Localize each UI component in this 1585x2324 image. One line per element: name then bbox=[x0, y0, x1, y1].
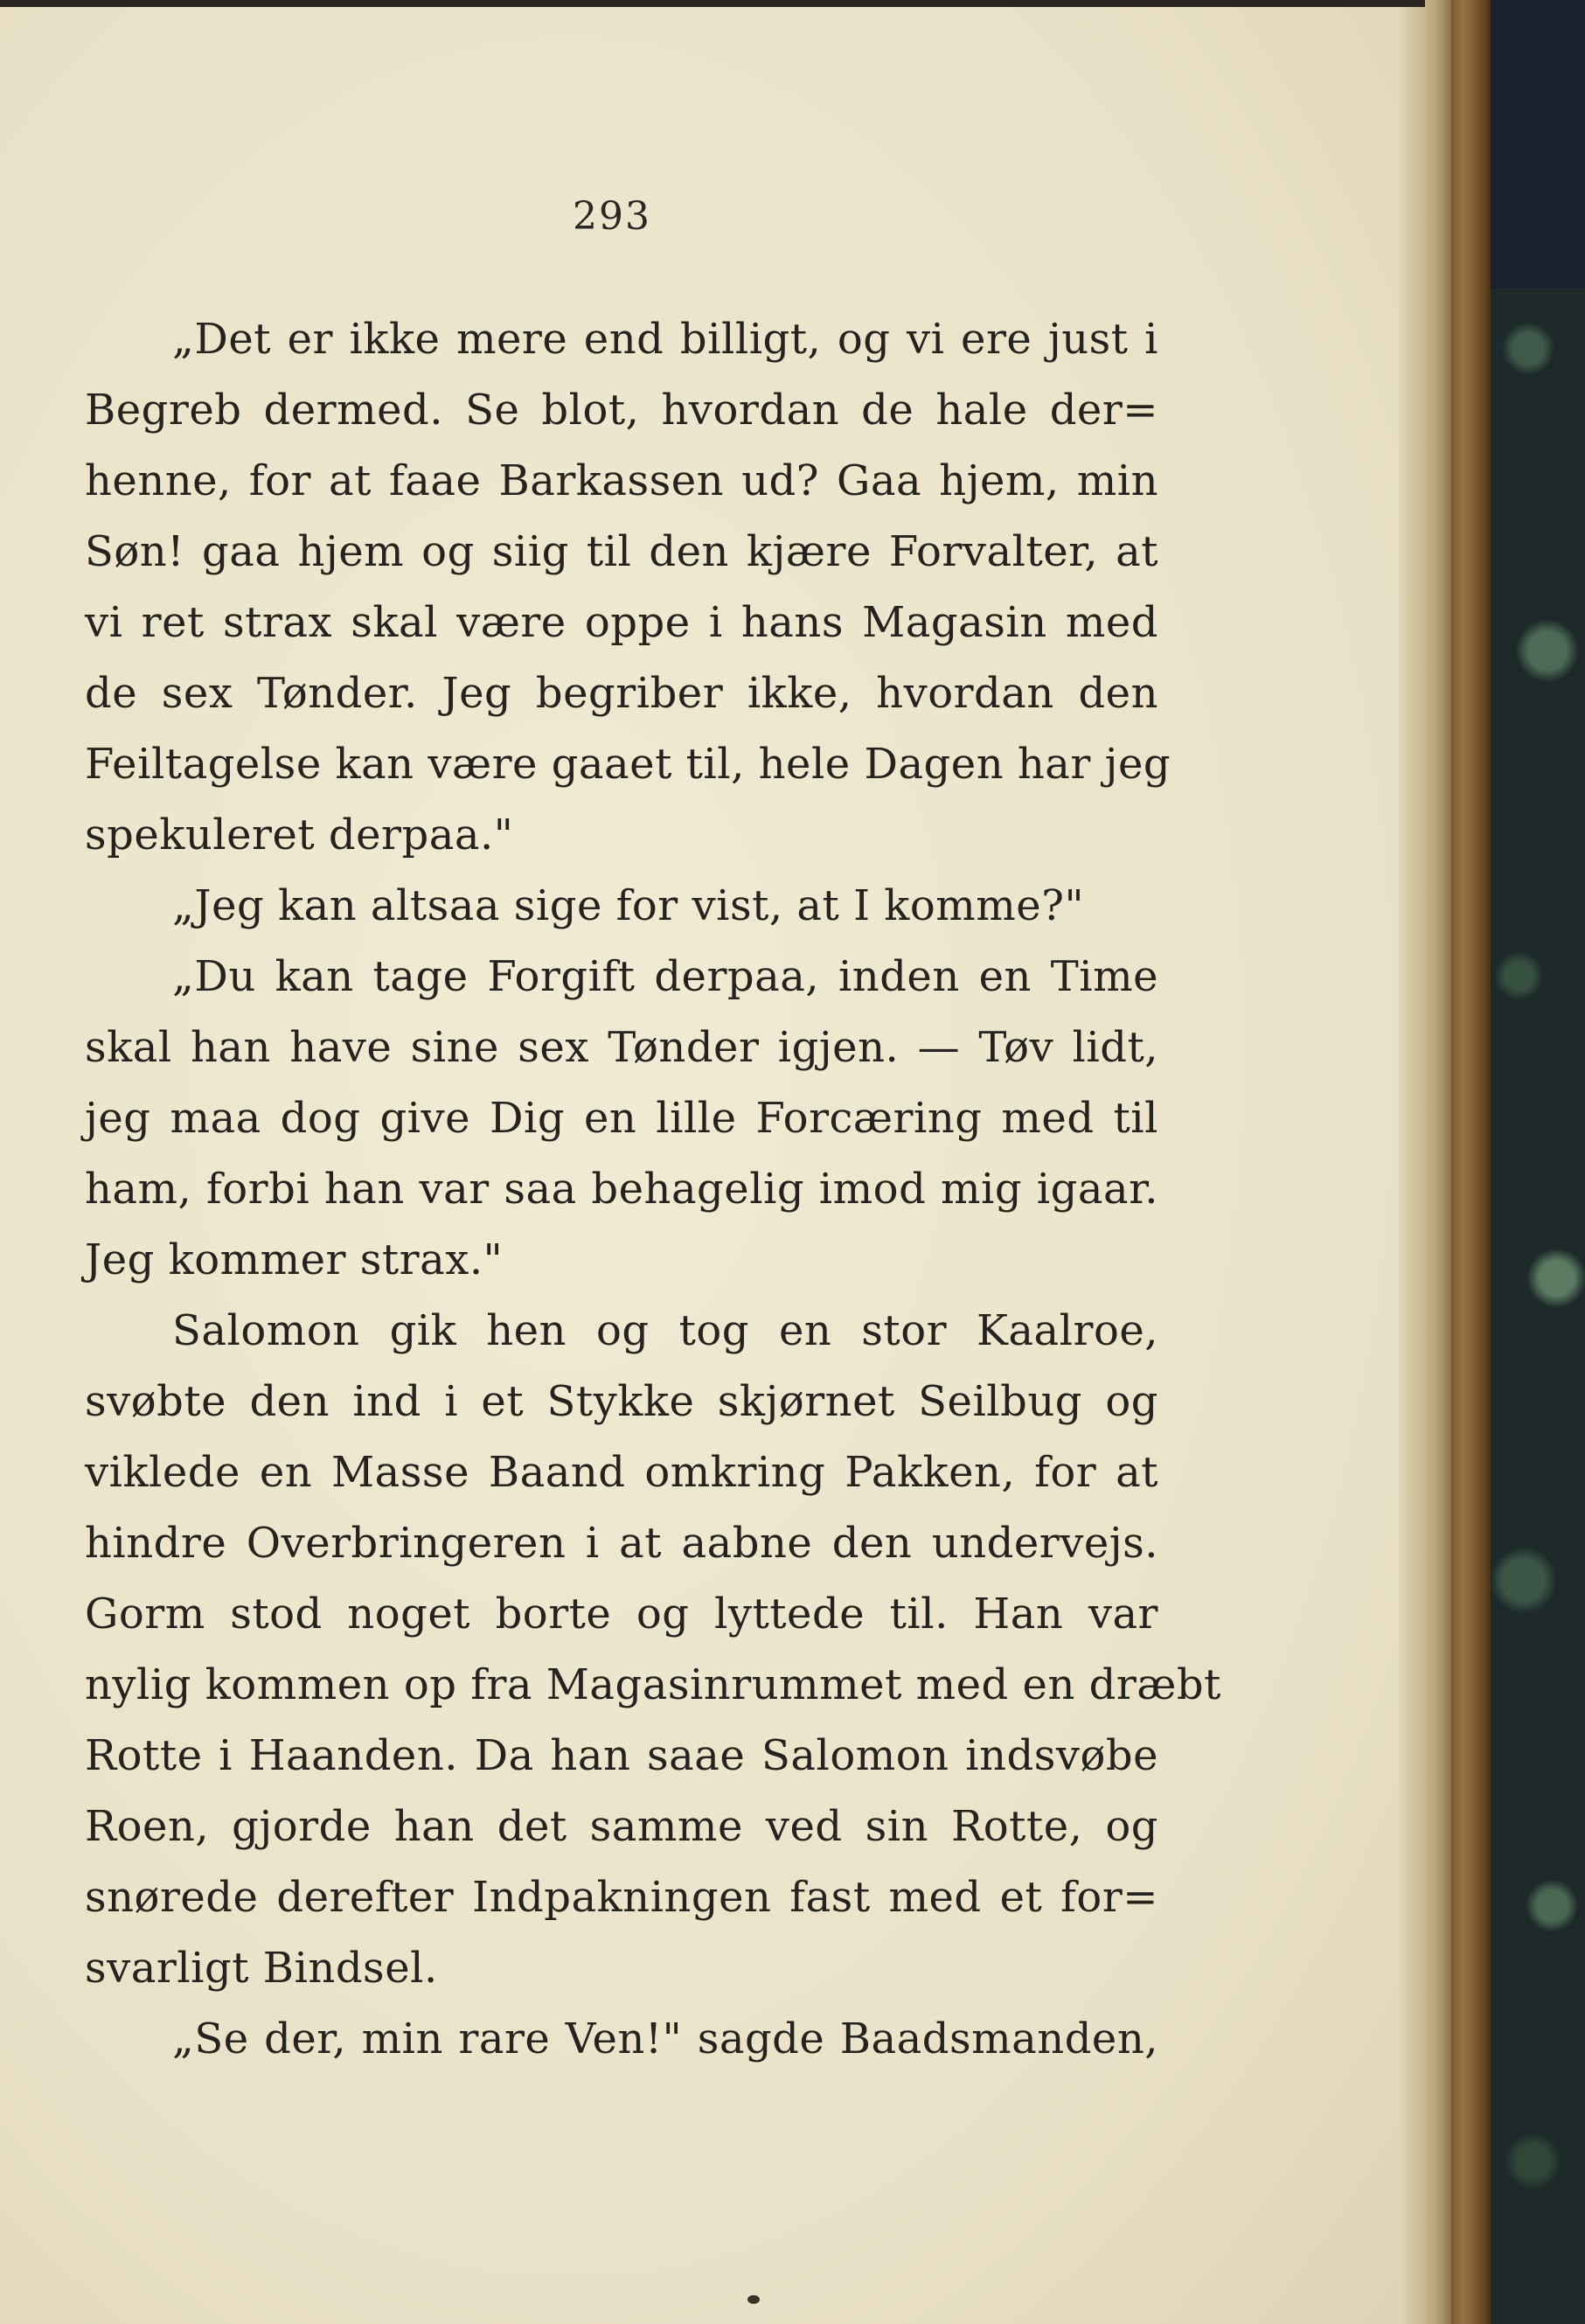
text-line: de sex Tønder. Jeg begriber ikke, hvordan den bbox=[85, 669, 1158, 718]
page-number: 293 bbox=[573, 194, 651, 239]
text-line: Salomon gik hen og tog en stor Kaalroe, bbox=[172, 1306, 1158, 1355]
text-line: ham, forbi han var saa behagelig imod mig igaar. bbox=[85, 1165, 1158, 1214]
text-line: „Du kan tage Forgift derpaa, inden en Time bbox=[172, 952, 1158, 1001]
text-line: svarligt Bindsel. bbox=[85, 1944, 438, 1993]
text-line: Søn! gaa hjem og siig til den kjære Forvalter, at bbox=[85, 527, 1158, 576]
text-line: jeg maa dog give Dig en lille Forcæring med til bbox=[85, 1094, 1158, 1143]
marbled-cover bbox=[1491, 0, 1585, 2324]
text-line: Roen, gjorde han det samme ved sin Rotte, og bbox=[85, 1802, 1158, 1851]
text-line: nylig kommen op fra Magasinrummet med en dræbt bbox=[85, 1660, 1221, 1709]
text-line: „Det er ikke mere end billigt, og vi ere just i bbox=[172, 315, 1158, 364]
text-line: vi ret strax skal være oppe i hans Magasin med bbox=[85, 598, 1158, 647]
text-line: svøbte den ind i et Stykke skjørnet Seilbug og bbox=[85, 1377, 1158, 1426]
text-line: Feiltagelse kan være gaaet til, hele Dagen har jeg bbox=[85, 740, 1171, 789]
top-shadow bbox=[0, 0, 1425, 7]
text-line: „Jeg kan altsaa sige for vist, at I komme?" bbox=[172, 881, 1085, 930]
text-line: Gorm stod noget borte og lyttede til. Han var bbox=[85, 1590, 1158, 1639]
text-line: spekuleret derpaa." bbox=[85, 811, 514, 859]
text-line: skal han have sine sex Tønder igjen. — Tøv lidt, bbox=[85, 1023, 1158, 1072]
body-text bbox=[85, 304, 1221, 2075]
text-line: hindre Overbringeren i at aabne den undervejs. bbox=[85, 1519, 1158, 1568]
page-edge bbox=[1399, 0, 1451, 2324]
ink-smudge bbox=[747, 2295, 760, 2304]
cover-corner bbox=[1491, 0, 1585, 289]
text-line: snørede derefter Indpakningen fast med et for= bbox=[85, 1873, 1158, 1922]
text-line: Begreb dermed. Se blot, hvordan de hale der= bbox=[85, 386, 1158, 435]
leather-spine bbox=[1451, 0, 1491, 2324]
text-line: „Se der, min rare Ven!" sagde Baadsmanden, bbox=[172, 2014, 1158, 2063]
text-line: viklede en Masse Baand omkring Pakken, for at bbox=[85, 1448, 1158, 1497]
text-line: Rotte i Haanden. Da han saae Salomon indsvøbe bbox=[85, 1731, 1158, 1780]
text-line: Jeg kommer strax." bbox=[85, 1235, 504, 1284]
text-line: henne, for at faae Barkassen ud? Gaa hjem, min bbox=[85, 456, 1158, 505]
